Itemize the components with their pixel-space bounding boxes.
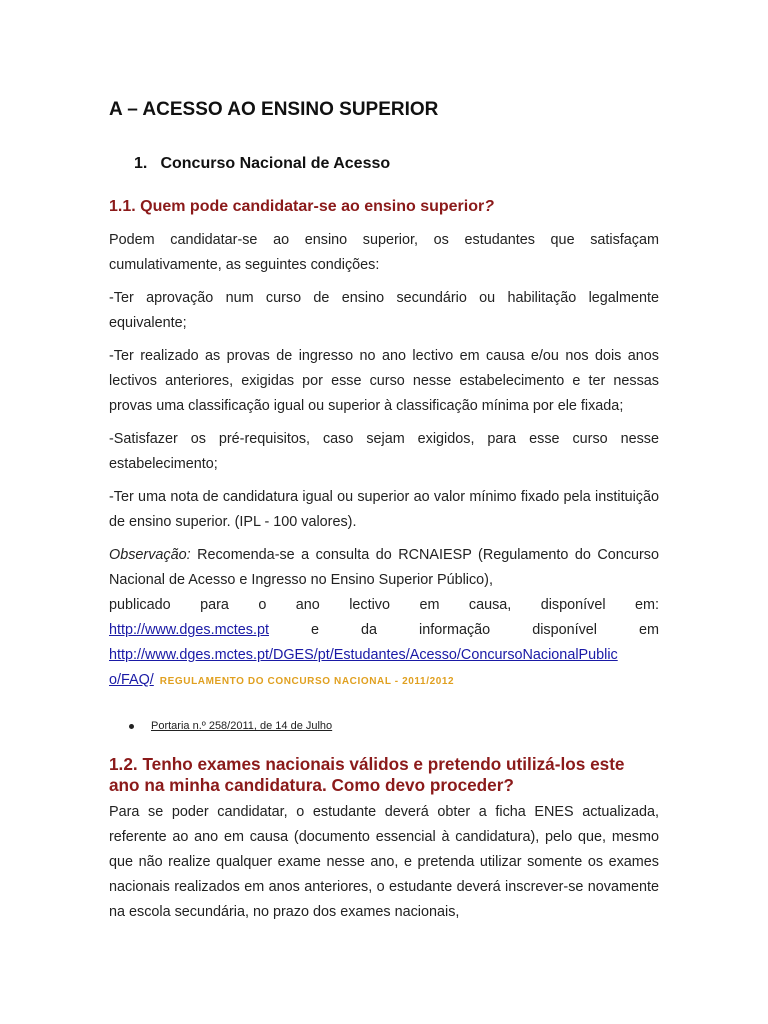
word: disponível bbox=[540, 597, 606, 613]
word: em bbox=[639, 622, 659, 638]
word: o bbox=[258, 597, 267, 613]
observation-text: Recomenda-se a consulta do RCNAIESP (Regulamento do Concurso Nacional de Acesso e Ingresso no Ensino Superior Público), bbox=[109, 547, 660, 588]
observation-line-3 bbox=[109, 593, 659, 618]
bullet-icon bbox=[129, 724, 134, 729]
faq-link-part-2[interactable]: o/FAQ/ bbox=[109, 672, 154, 688]
word: ano bbox=[295, 597, 320, 613]
word: publicado bbox=[109, 597, 171, 613]
question-1-2-heading: 1.2. Tenho exames nacionais válidos e pretendo utilizá-los este ano na minha candidatura. Como devo proceder? bbox=[109, 754, 625, 795]
condition-1: -Ter aprovação num curso de ensino secundário ou habilitação legalmente equivalente; bbox=[109, 290, 659, 331]
question-1-1-heading bbox=[109, 196, 659, 218]
bullet-list-item bbox=[129, 720, 659, 732]
condition-3: -Satisfazer os pré-requisitos, caso sejam exigidos, para esse curso nesse estabelecimento; bbox=[109, 431, 659, 472]
regulation-badge[interactable]: REGULAMENTO DO CONCURSO NACIONAL - 2011/2012 bbox=[159, 676, 455, 687]
observation-paragraph bbox=[109, 543, 659, 593]
word: em: bbox=[634, 597, 659, 613]
portaria-link[interactable]: Portaria n.º 258/2011, de 14 de Julho bbox=[151, 720, 333, 732]
observation-link-line-2 bbox=[109, 668, 659, 694]
observation-label: Observação: bbox=[109, 547, 191, 563]
subsection-number: 1. bbox=[134, 155, 148, 172]
condition-2: -Ter realizado as provas de ingresso no ano lectivo em causa e/ou nos dois anos lectivos anteriores, exigidas por esse curso nesse estabelecimento e ter nessas provas uma classificação igual ou superior à classificação mínima por ele fixada; bbox=[109, 348, 659, 414]
answer-1-2-paragraph: Para se poder candidatar, o estudante deverá obter a ficha ENES actualizada, referente ao ano em causa (documento essencial à candidatura), pelo que, mesmo que não realize qualquer exame nesse ano, e pretenda utilizar somente os exames nacionais realizados em anos anteriores, o estudante deverá inscrever-se novamente na escola secundária, no prazo dos exames nacionais, bbox=[109, 804, 659, 920]
condition-4: -Ter uma nota de candidatura igual ou superior ao valor mínimo fixado pela instituição de ensino superior. (IPL - 100 valores). bbox=[109, 489, 659, 530]
question-1-1-text: 1.1. Quem pode candidatar-se ao ensino superior bbox=[109, 198, 485, 215]
subsection-heading bbox=[134, 153, 659, 175]
word: da bbox=[360, 622, 377, 638]
word: e bbox=[310, 622, 319, 638]
dges-link[interactable]: http://www.dges.mctes.pt bbox=[109, 622, 269, 638]
question-mark: ? bbox=[484, 198, 494, 215]
subsection-title: Concurso Nacional de Acesso bbox=[160, 155, 391, 172]
observation-link-line bbox=[109, 643, 659, 668]
word: em bbox=[419, 597, 440, 613]
observation-line-4 bbox=[109, 618, 659, 643]
word: para bbox=[200, 597, 229, 613]
intro-paragraph: Podem candidatar-se ao ensino superior, os estudantes que satisfaçam cumulativamente, as seguintes condições: bbox=[109, 232, 659, 273]
word: informação bbox=[419, 622, 491, 638]
word: disponível bbox=[532, 622, 597, 638]
faq-link-part-1[interactable]: http://www.dges.mctes.pt/DGES/pt/Estudantes/Acesso/ConcursoNacionalPublic bbox=[109, 647, 618, 663]
word: lectivo bbox=[349, 597, 391, 613]
document-page bbox=[109, 96, 659, 933]
section-title: A – ACESSO AO ENSINO SUPERIOR bbox=[109, 99, 439, 120]
word: causa, bbox=[468, 597, 512, 613]
